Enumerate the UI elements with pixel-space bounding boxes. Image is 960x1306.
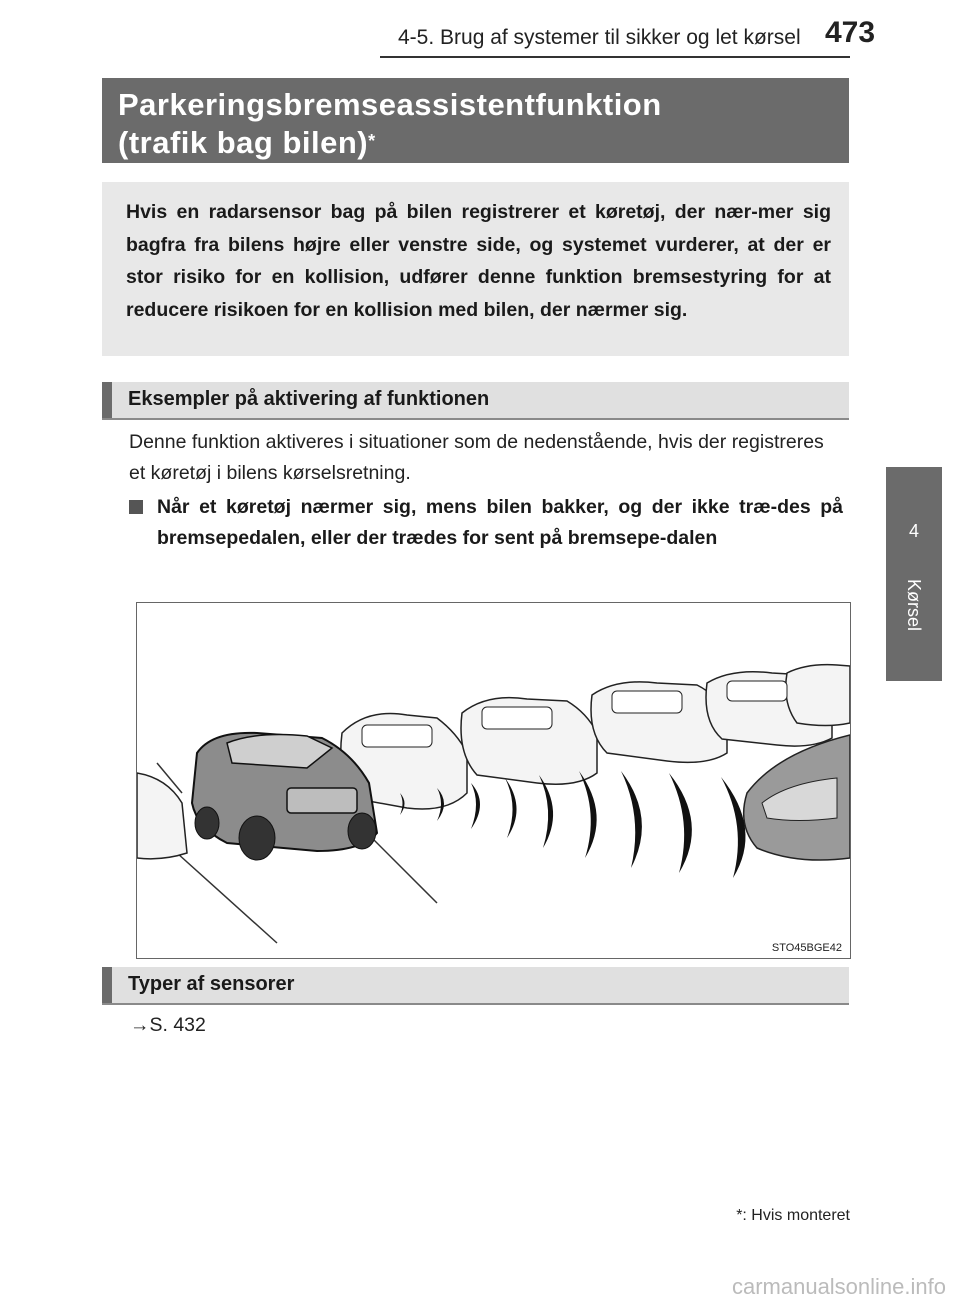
section-heading-examples bbox=[102, 382, 849, 420]
chapter-label: Kørsel bbox=[904, 579, 924, 632]
footnote: *: Hvis monteret bbox=[736, 1207, 850, 1224]
title-line1: Parkeringsbremseassistentfunktion bbox=[118, 87, 662, 122]
page-number: 473 bbox=[825, 16, 876, 49]
illustration-parking-lot bbox=[136, 602, 851, 959]
bullet-text: Når et køretøj nærmer sig, mens bilen bakker, og der ikke træ-des på bremsepedalen, eller der trædes for sent på bremsepe-dalen bbox=[157, 496, 843, 549]
parking-illustration bbox=[137, 603, 850, 958]
section-bar bbox=[102, 382, 112, 418]
section-heading-text: Typer af sensorer bbox=[128, 973, 295, 995]
chapter-tab[interactable] bbox=[886, 467, 942, 681]
page-reference-link[interactable]: →S. 432 bbox=[130, 1014, 206, 1036]
body-paragraph: Denne funktion aktiveres i situationer som de nedenstående, hvis der registreres et køretøj i bilens kørselsretning. bbox=[129, 431, 824, 484]
chapter-number: 4 bbox=[908, 521, 919, 541]
figure-code: STO45BGE42 bbox=[771, 942, 842, 954]
bullet-square-icon bbox=[129, 500, 143, 514]
section-heading-sensors bbox=[102, 967, 849, 1005]
section-bar bbox=[102, 967, 112, 1003]
title-line2: (trafik bag bilen) bbox=[118, 125, 369, 160]
section-heading-text: Eksempler på aktivering af funktionen bbox=[128, 388, 490, 410]
bullet-item bbox=[129, 492, 843, 554]
header-divider bbox=[380, 56, 850, 58]
asterisk-mark: * bbox=[368, 131, 376, 151]
intro-box bbox=[102, 182, 849, 356]
intro-text: Hvis en radarsensor bag på bilen registrerer et køretøj, der nær-mer sig bagfra fra bilens højre eller venstre side, og systemet vurderer, at der er stor risiko for en kollision, udfører denne funktion bremsestyring for at reducere risikoen for en kollision med bilen, der nærmer sig. bbox=[126, 201, 831, 321]
page-title bbox=[102, 78, 849, 163]
header-section-title: 4-5. Brug af systemer til sikker og let kørsel bbox=[398, 26, 801, 49]
watermark: carmanualsonline.info bbox=[731, 1274, 946, 1299]
